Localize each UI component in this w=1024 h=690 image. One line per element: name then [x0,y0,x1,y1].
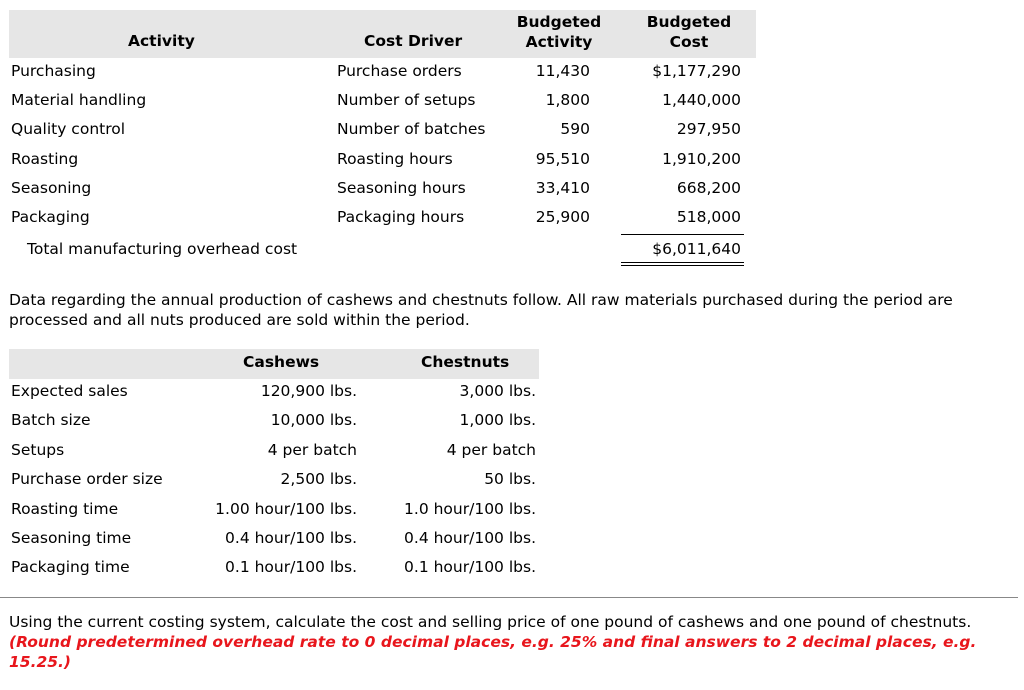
chestnuts-value: 0.4 hour/100 lbs. [404,529,536,547]
cost-driver: Roasting hours [337,150,453,168]
row-label: Seasoning time [11,529,132,547]
budgeted-activity-value: 25,900 [535,208,590,226]
budgeted-activity-value: 590 [560,120,590,138]
cashews-value: 1.00 hour/100 lbs. [215,500,357,518]
budgeted-cost-value: 668,200 [676,179,741,197]
activity-name: Material handling [11,91,147,109]
row-label: Packaging time [11,558,130,576]
activity-name: Packaging [11,208,90,226]
chestnuts-value: 50 lbs. [484,470,536,488]
row-label: Expected sales [11,382,128,400]
header-budgeted-cost-line1: Budgeted [646,13,732,31]
rounding-note: (Round predetermined overhead rate to 0 decimal places, e.g. 25% and final answers to 2 decimal places, e.g. 15.25.) [9,633,977,671]
row-label: Purchase order size [11,470,163,488]
budgeted-activity-value: 11,430 [535,62,590,80]
intro-paragraph: Data regarding the annual production of cashews and chestnuts follow. All raw materials purchased during the period are processed and all nuts produced are sold within the period. [9,291,953,329]
budgeted-cost-value: 297,950 [676,120,741,138]
budgeted-cost-value: 1,910,200 [662,150,741,168]
budgeted-activity-value: 33,410 [535,179,590,197]
chestnuts-value: 3,000 lbs. [459,382,536,400]
total-label: Total manufacturing overhead cost [27,240,298,258]
cashews-value: 0.1 hour/100 lbs. [225,558,357,576]
question-block [9,612,1014,672]
total-top-rule [621,234,744,235]
header-budgeted-cost [638,12,740,52]
header-budgeted-activity-line2: Activity [525,33,593,51]
cashews-value: 10,000 lbs. [270,411,357,429]
chestnuts-value: 0.1 hour/100 lbs. [404,558,536,576]
chestnuts-value: 1.0 hour/100 lbs. [404,500,536,518]
budgeted-activity-value: 95,510 [535,150,590,168]
header-cost-driver: Cost Driver [364,32,463,50]
cashews-value: 2,500 lbs. [280,470,357,488]
cost-driver: Seasoning hours [337,179,466,197]
activity-name: Quality control [11,120,126,138]
cashews-value: 0.4 hour/100 lbs. [225,529,357,547]
header-budgeted-activity-line1: Budgeted [516,13,602,31]
cost-driver: Number of setups [337,91,476,109]
activity-name: Purchasing [11,62,96,80]
cost-driver: Purchase orders [337,62,462,80]
cashews-value: 4 per batch [267,441,357,459]
header-budgeted-cost-line2: Cost [669,33,709,51]
total-double-rule-1 [621,262,744,263]
row-label: Batch size [11,411,91,429]
row-label: Setups [11,441,65,459]
budgeted-cost-value: 518,000 [676,208,741,226]
activity-name: Seasoning [11,179,92,197]
total-double-rule-2 [621,265,744,266]
budgeted-cost-value: 1,440,000 [662,91,741,109]
chestnuts-value: 1,000 lbs. [459,411,536,429]
budgeted-cost-value: $1,177,290 [652,62,741,80]
activity-name: Roasting [11,150,79,168]
question-text: Using the current costing system, calculate the cost and selling price of one pound of cashews and one pound of chestnuts. [9,613,972,631]
cost-driver: Packaging hours [337,208,465,226]
cashews-value: 120,900 lbs. [260,382,357,400]
budgeted-activity-value: 1,800 [545,91,590,109]
total-value: $6,011,640 [652,240,741,258]
section-divider [0,597,1018,598]
cost-driver: Number of batches [337,120,486,138]
chestnuts-value: 4 per batch [446,441,536,459]
header-chestnuts: Chestnuts [421,353,510,371]
header-cashews: Cashews [243,353,320,371]
row-label: Roasting time [11,500,119,518]
header-budgeted-activity [508,12,610,52]
header-activity: Activity [128,32,195,50]
